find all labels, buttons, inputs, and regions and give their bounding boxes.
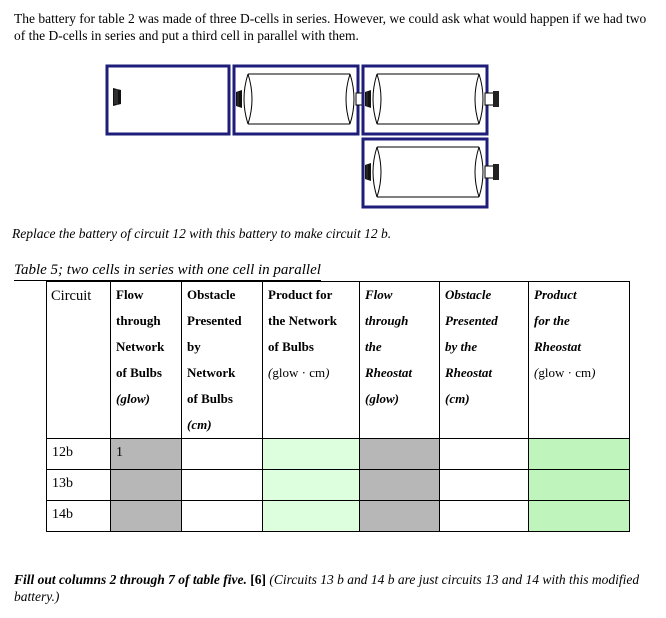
cell-3 [363,66,499,134]
cell-flow-network: 1 [111,439,182,470]
cell-obstacle-network[interactable] [182,501,263,532]
cell-product-network[interactable] [263,501,360,532]
footer-rest: (Circuits 13 b and 14 b are just circuits 13 and 14 with this modified battery.) [14,572,640,604]
cell-flow-rheostat [360,439,440,470]
cell-obstacle-rheostat[interactable] [440,470,529,501]
table-caption: Table 5; two cells in series with one cell in parallel [14,262,321,279]
header-circuit: Circuit [47,282,111,439]
table-row [47,470,630,501]
row-label: 14b [47,501,111,532]
table-row [47,439,630,470]
header-obstacle-rheostat: Obstacle Presented by the Rheostat (cm) [440,282,529,439]
header-product-network: Product for the Network of Bulbs (glow · cm) [263,282,360,439]
cell-1 [107,66,229,134]
cell-obstacle-rheostat[interactable] [440,439,529,470]
cell-product-rheostat[interactable] [529,501,630,532]
battery-diagram [0,0,666,230]
cell-flow-rheostat [360,501,440,532]
table-5 [46,281,630,532]
cell-product-network[interactable] [263,470,360,501]
cell-obstacle-rheostat[interactable] [440,501,529,532]
cell-flow-network [111,501,182,532]
units-glow-cm-1: (glow · cm) [268,365,330,380]
table-header-row [47,282,630,439]
cell-flow-rheostat [360,470,440,501]
footer-points: [6] [250,572,267,587]
cell-4 [363,139,499,207]
header-flow-network: Flow through Network of Bulbs (glow) [111,282,182,439]
table-row [47,501,630,532]
cell-2 [234,66,370,134]
intro-paragraph: The battery for table 2 was made of three D-cells in series. However, we could ask what would happen if we had two of the D-cells in series and put a third cell in parallel with them. [14,11,647,43]
footer-bold: Fill out columns 2 through 7 of table five. [14,572,247,587]
replace-instruction: Replace the battery of circuit 12 with this battery to make circuit 12 b. [12,226,392,241]
header-obstacle-network: Obstacle Presented by Network of Bulbs (cm) [182,282,263,439]
cell-flow-network [111,470,182,501]
cell-obstacle-network[interactable] [182,470,263,501]
cell-obstacle-network[interactable] [182,439,263,470]
header-product-rheostat: Product for the Rheostat (glow · cm) [529,282,630,439]
row-label: 12b [47,439,111,470]
cell-product-network[interactable] [263,439,360,470]
units-glow-cm-2: (glow · cm) [534,365,596,380]
row-label: 13b [47,470,111,501]
header-flow-rheostat: Flow through the Rheostat (glow) [360,282,440,439]
footer-instruction [14,571,664,605]
cell-product-rheostat[interactable] [529,470,630,501]
cell-product-rheostat[interactable] [529,439,630,470]
